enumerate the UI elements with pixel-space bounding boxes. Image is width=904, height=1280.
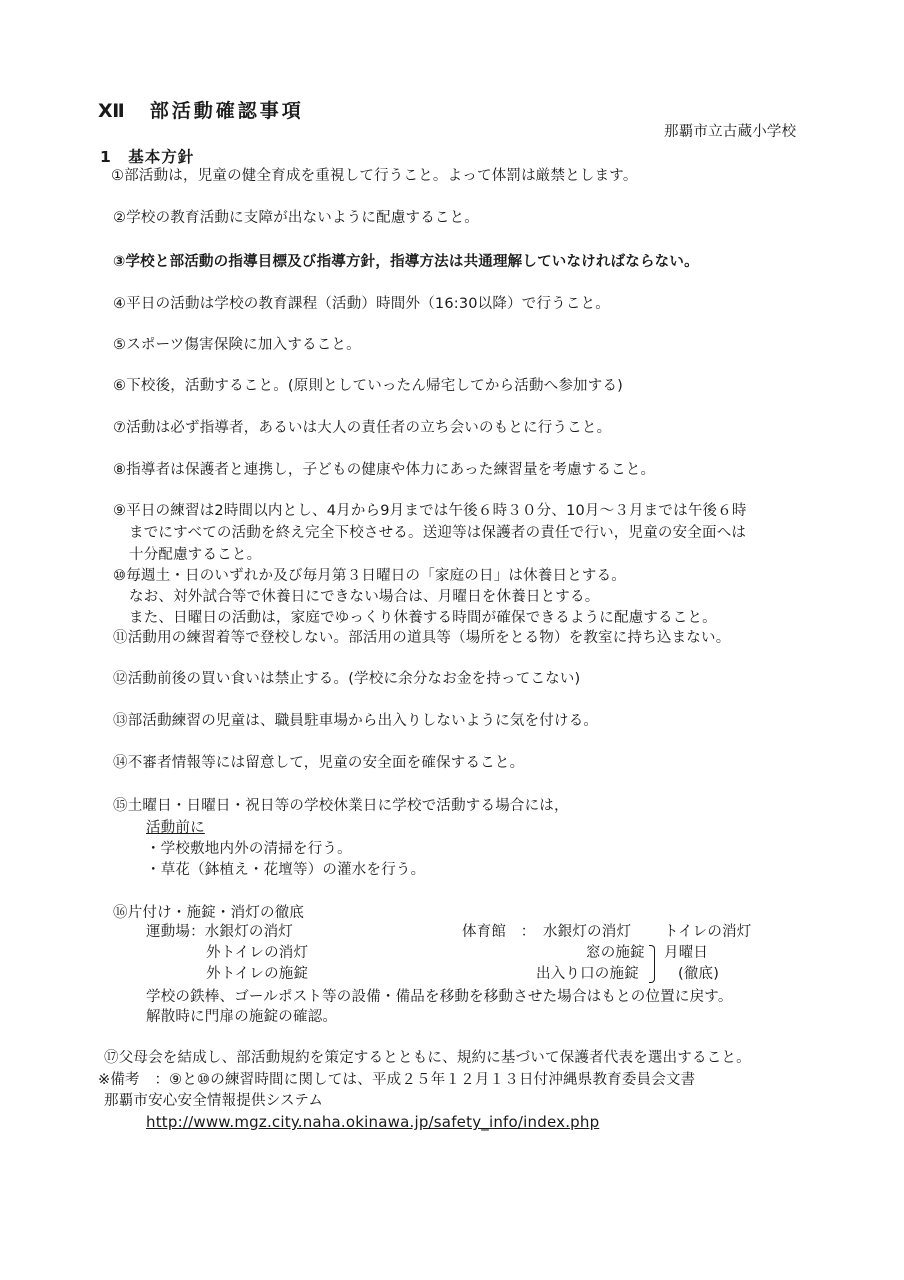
policy-item-15: ⑮土曜日・日曜日・祝日等の学校休業日に学校で活動する場合には，	[113, 798, 569, 814]
policy-item-5: ⑤スポーツ傷害保険に加入すること。	[113, 337, 361, 353]
gym-toilet-lights: トイレの消灯	[664, 924, 752, 940]
policy-item-9-line-1: ⑨平日の練習は2時間以内とし、4月から9月までは午後６時３０分、10月～３月までは午後６時	[113, 503, 747, 519]
remarks-line-2: 那覇市安心安全情報提供システム	[104, 1093, 324, 1109]
gate-lock-line: 解散時に門扉の施錠の確認。	[146, 1009, 338, 1025]
gym-lights: 体育館 ： 水銀灯の消灯	[462, 924, 632, 940]
policy-heading: 1 基本方針	[100, 148, 195, 166]
ground-toilet-lock: 外トイレの施錠	[206, 966, 309, 982]
policy-item-10-line-1: ⑩毎週土・日のいずれか及び毎月第３日曜日の「家庭の日」は休養日とする。	[113, 568, 626, 584]
policy-item-10-line-2: なお、対外試合等で休養日にできない場合は、月曜日を休養日とする。	[129, 589, 600, 605]
brace	[649, 945, 655, 983]
policy-item-2: ②学校の教育活動に支障が出ないように配慮すること。	[113, 210, 479, 226]
policy-item-4: ④平日の活動は学校の教育課程（活動）時間外（16:30以降）で行うこと。	[113, 296, 610, 312]
policy-item-7: ⑦活動は必ず指導者，あるいは大人の責任者の立ち会いのもとに行うこと。	[113, 420, 612, 436]
policy-item-11: ⑪活動用の練習着等で登校しない。部活用の道具等（場所をとる物）を教室に持ち込まない。	[113, 630, 731, 646]
gym-note: (徹底)	[678, 966, 720, 982]
policy-item-12: ⑫活動前後の買い食いは禁止する。(学校に余分なお金を持ってこない)	[113, 671, 581, 687]
policy-item-17: ⑰父母会を結成し、部活動規約を策定するとともに、規約に基づいて保護者代表を選出すること。	[104, 1050, 751, 1066]
policy-item-9-line-2: までにすべての活動を終え完全下校させる。送迎等は保護者の責任で行い，児童の安全面へは	[129, 525, 747, 541]
policy-item-10-line-3: また、日曜日の活動は，家庭でゆっくり休養する時間が確保できるように配慮すること。	[129, 610, 717, 626]
policy-item-9-line-3: 十分配慮すること。	[129, 547, 262, 563]
policy-item-13: ⑬部活動練習の児童は、職員駐車場から出入りしないように気を付ける。	[113, 713, 599, 729]
policy-item-3: ③学校と部活動の指導目標及び指導方針，指導方法は共通理解していなければならない。	[113, 254, 699, 270]
gym-window-lock: 窓の施錠	[586, 945, 645, 961]
section-title: Ⅻ 部活動確認事項	[98, 100, 304, 122]
gym-day: 月曜日	[664, 945, 709, 961]
gym-entrance-lock: 出入り口の施錠	[536, 966, 639, 982]
policy-item-16: ⑯片付け・施錠・消灯の徹底	[113, 905, 305, 921]
policy-item-15-bullet-1: ・学校敷地内外の清掃を行う。	[146, 841, 352, 857]
policy-item-6: ⑥下校後，活動すること。(原則としていったん帰宅してから活動へ参加する)	[113, 378, 624, 394]
policy-item-8: ⑧指導者は保護者と連携し，子どもの健康や体力にあった練習量を考慮すること。	[113, 462, 656, 478]
equipment-line: 学校の鉄棒、ゴールポスト等の設備・備品を移動を移動させた場合はもとの位置に戻す。	[146, 989, 733, 1005]
school-name: 那覇市立古蔵小学校	[664, 124, 797, 140]
policy-item-15-subheading: 活動前に	[146, 820, 205, 836]
ground-lights: 運動場：水銀灯の消灯	[146, 924, 293, 940]
ground-toilet-lights: 外トイレの消灯	[206, 945, 309, 961]
remarks-line-1: ※備考 ：⑨と⑩の練習時間に関しては、平成２５年１２月１３日付沖縄県教育委員会文書	[98, 1072, 696, 1088]
policy-item-14: ⑭不審者情報等には留意して，児童の安全面を確保すること。	[113, 755, 525, 771]
policy-item-1: ①部活動は，児童の健全育成を重視して行うこと。よって体罰は厳禁とします。	[111, 168, 638, 184]
policy-item-15-bullet-2: ・草花（鉢植え・花壇等）の灌水を行う。	[146, 862, 426, 878]
safety-info-link[interactable]: http://www.mgz.city.naha.okinawa.jp/safety_info/index.php	[146, 1113, 600, 1131]
